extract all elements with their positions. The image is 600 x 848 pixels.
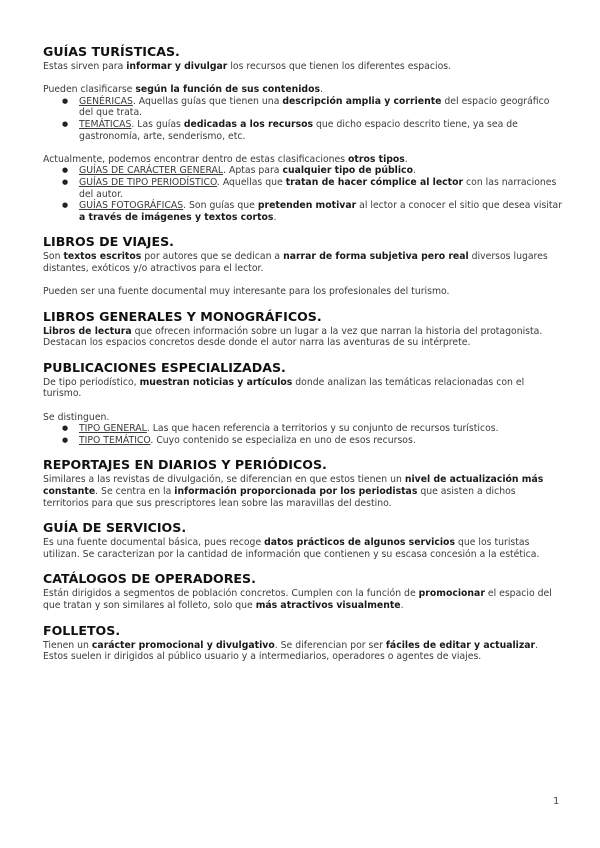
list-item <box>79 119 563 142</box>
section-heading: REPORTAJES EN DIARIOS Y PERIÓDICOS. <box>43 457 327 473</box>
text-run: con las narraciones del autor. <box>79 176 557 200</box>
paragraph-spacer <box>43 400 563 412</box>
paragraph <box>43 537 563 560</box>
paragraph-spacer <box>43 73 563 85</box>
text-run: Pueden clasificarse <box>43 84 136 96</box>
section <box>43 571 563 611</box>
paragraph <box>43 61 563 73</box>
text-run: diversos lugares distantes, exóticos y/o atractivos para el lector. <box>43 251 548 274</box>
text-run: . Aptas para <box>223 165 283 177</box>
text-run: . Son guías que <box>183 200 258 212</box>
bold-text: a través de imágenes y textos cortos <box>79 211 274 223</box>
text-run: que los turistas utilizan. Se caracterizan por la cantidad de información que contienen y su escasa concesión a la estética. <box>43 537 540 560</box>
list-item <box>79 165 563 177</box>
text-run: . Aquellas que <box>216 176 286 188</box>
underlined-term: GENÉRICAS <box>79 95 133 107</box>
section <box>43 457 563 509</box>
paragraph <box>43 412 563 424</box>
page-number: 1 <box>553 796 560 807</box>
text-run: que asisten a dichos territorios para que sus prescriptores lean sobre las maravillas del destino. <box>43 486 516 509</box>
section-heading: GUÍA DE SERVICIOS. <box>43 520 187 536</box>
underlined-term: TIPO GENERAL <box>79 423 147 435</box>
text-run: . Cuyo contenido se especializa en uno de esos recursos. <box>150 434 416 446</box>
section-heading: PUBLICACIONES ESPECIALIZADAS. <box>43 359 286 375</box>
section-spacer <box>43 446 563 457</box>
section <box>43 623 563 663</box>
bold-text: carácter promocional y divulgativo <box>91 639 275 651</box>
list-item <box>79 177 563 200</box>
section <box>43 360 563 447</box>
text-run: Similares a las revistas de divulgación, se diferencian en que estos tienen un <box>43 474 405 486</box>
paragraph <box>43 84 563 96</box>
section-heading: CATÁLOGOS DE OPERADORES. <box>43 571 256 587</box>
text-run: . <box>412 165 416 177</box>
paragraph <box>43 286 563 298</box>
paragraph-spacer <box>43 275 563 287</box>
bold-text: más atractivos visualmente <box>255 600 401 611</box>
bold-text: muestran noticias y artículos <box>139 376 293 388</box>
text-run: los recursos que tienen los diferentes espacios. <box>227 61 452 72</box>
bold-text: descripción amplia y corriente <box>282 95 442 107</box>
bold-text: datos prácticos de algunos servicios <box>264 537 455 549</box>
text-run: . Estos suelen ir dirigidos al público usuario y a intermediarios, operadores o agentes de viajes. <box>43 639 539 663</box>
text-run: De tipo periodístico, <box>43 376 140 388</box>
section-heading: GUÍAS TURÍSTICAS. <box>43 44 180 59</box>
text-run: . Se centra en la <box>95 486 175 498</box>
text-run: . <box>320 84 323 96</box>
text-run: que dicho espacio descrito tiene, ya sea de gastronomía, arte, senderismo, etc. <box>79 118 518 142</box>
section-heading: LIBROS DE VIAJES. <box>43 234 174 250</box>
underlined-term: GUÍAS DE CARÁCTER GENERAL <box>79 165 224 177</box>
section-heading: LIBROS GENERALES Y MONOGRÁFICOS. <box>43 308 322 324</box>
bold-text: promocionar <box>418 588 485 600</box>
bold-text: cualquier tipo de público <box>282 165 413 177</box>
bold-text: textos escritos <box>63 251 142 263</box>
text-run: . Aquellas guías que tienen una <box>132 95 283 107</box>
section-spacer <box>43 298 563 309</box>
text-run: el espacio del que tratan y son similares al folleto, solo que <box>43 588 552 611</box>
list-item <box>79 435 563 447</box>
document-body <box>43 44 563 663</box>
text-run: por autores que se dedican a <box>141 251 284 263</box>
bold-text: fáciles de editar y actualizar <box>385 639 536 651</box>
text-run: Pueden ser una fuente documental muy interesante para los profesionales del turismo. <box>43 286 450 298</box>
bold-text: Libros de lectura <box>43 325 132 337</box>
section <box>43 44 563 223</box>
section-spacer <box>43 560 563 571</box>
text-run: Estas sirven para <box>43 61 127 72</box>
underlined-term: TIPO TEMÁTICO <box>79 434 151 446</box>
bold-text: nivel de actualización más constante <box>43 474 544 498</box>
section-spacer <box>43 349 563 360</box>
bold-text: según la función de sus contenidos <box>135 84 321 96</box>
text-run: Se distinguen. <box>43 411 110 423</box>
bold-text: pretenden motivar <box>257 200 357 212</box>
text-run: . Las guías <box>131 118 184 130</box>
bold-text: otros tipos <box>348 153 405 165</box>
section-heading: FOLLETOS. <box>43 622 121 638</box>
section-spacer <box>43 509 563 520</box>
bullet-list <box>43 423 563 446</box>
bold-text: dedicadas a los recursos <box>183 118 314 130</box>
text-run: . <box>273 211 277 223</box>
section <box>43 520 563 560</box>
paragraph <box>43 640 563 663</box>
text-run: . Las que hacen referencia a territorios y su conjunto de recursos turísticos. <box>146 423 499 435</box>
list-item <box>79 96 563 119</box>
bold-text: narrar de forma subjetiva pero real <box>283 251 469 263</box>
paragraph <box>43 474 563 509</box>
bullet-list <box>43 96 563 142</box>
text-run: que ofrecen información sobre un lugar a la vez que narran la historia del protagonista. Destacan los espacios concretos desde donde el autor narra las aventuras de su intérprete. <box>43 325 543 349</box>
underlined-term: GUÍAS DE TIPO PERIODÍSTICO <box>79 176 217 188</box>
text-run: Es una fuente documental básica, pues recoge <box>43 537 265 549</box>
paragraph <box>43 326 563 349</box>
paragraph <box>43 154 563 166</box>
paragraph <box>43 251 563 274</box>
section <box>43 309 563 349</box>
text-run: Están dirigidos a segmentos de población concretos. Cumplen con la función de <box>43 588 419 600</box>
text-run: Son <box>43 251 64 263</box>
list-item <box>79 200 563 223</box>
text-run: al lector a conocer el sitio que desea visitar <box>356 200 563 212</box>
bullet-list <box>43 165 563 223</box>
text-run: . <box>400 600 404 611</box>
text-run: Tienen un <box>43 639 92 651</box>
bold-text: informar y divulgar <box>126 61 228 72</box>
section-spacer <box>43 223 563 234</box>
section <box>43 234 563 297</box>
underlined-term: GUÍAS FOTOGRÁFICAS <box>79 200 184 212</box>
list-item <box>79 423 563 435</box>
paragraph <box>43 588 563 611</box>
text-run: donde analizan las temáticas relacionadas con el turismo. <box>43 376 525 400</box>
text-run: del espacio geográfico del que trata. <box>79 95 550 119</box>
paragraph <box>43 377 563 400</box>
text-run: . <box>404 153 408 165</box>
underlined-term: TEMÁTICAS <box>79 118 132 130</box>
text-run: Actualmente, podemos encontrar dentro de estas clasificaciones <box>43 153 349 165</box>
paragraph-spacer <box>43 142 563 154</box>
bold-text: información proporcionada por los periodistas <box>174 486 418 498</box>
section-spacer <box>43 612 563 623</box>
text-run: . Se diferencian por ser <box>274 639 386 651</box>
bold-text: tratan de hacer cómplice al lector <box>285 176 464 188</box>
